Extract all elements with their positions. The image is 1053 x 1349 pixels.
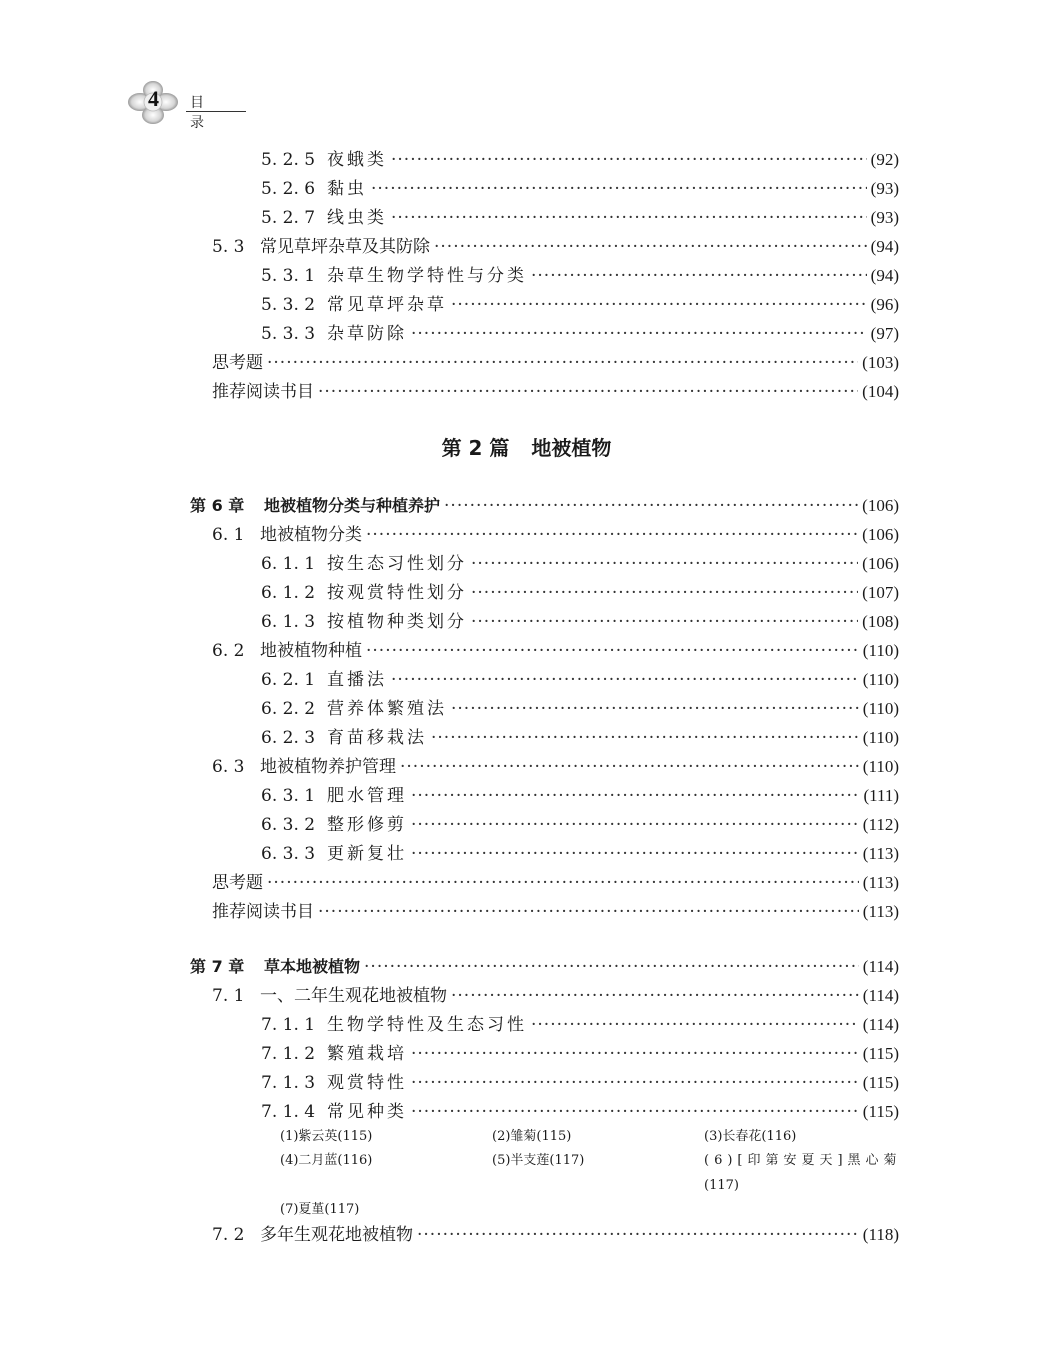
toc-entry xyxy=(261,840,899,868)
toc-entry-title: 一、二年生观花地被植物 xyxy=(260,986,447,1006)
toc-entry-number: 7. 2 xyxy=(212,1225,245,1245)
toc-entry-title: 常见草坪杂草及其防除 xyxy=(260,237,430,257)
dot-leader xyxy=(531,1011,859,1039)
toc-entry-number: 5. 2. 7 xyxy=(261,208,316,228)
toc-entry xyxy=(212,753,899,781)
toc-entry xyxy=(261,1098,899,1126)
toc-entry xyxy=(212,1221,899,1249)
dot-leader xyxy=(371,175,867,203)
part-heading xyxy=(0,432,1053,461)
toc-entry xyxy=(261,175,899,203)
species-item: (1)紫云英(115) xyxy=(280,1129,373,1144)
dot-leader xyxy=(531,262,867,290)
dot-leader xyxy=(434,233,867,261)
dot-leader xyxy=(318,378,858,406)
toc-entry xyxy=(212,637,899,665)
dot-leader xyxy=(451,695,859,723)
toc-entry-page: (113) xyxy=(862,844,899,863)
toc-entry-title: 营养体繁殖法 xyxy=(327,699,447,719)
toc-entry-title: 观赏特性 xyxy=(327,1073,407,1093)
toc-entry xyxy=(212,898,899,926)
toc-entry xyxy=(261,1069,899,1097)
toc-entry-number: 5. 3 xyxy=(212,237,245,257)
toc-entry-number: 7. 1. 4 xyxy=(261,1102,316,1122)
toc-entry-number: 7. 1. 1 xyxy=(261,1015,316,1035)
toc-entry-title: 地被植物养护管理 xyxy=(260,757,396,777)
toc-entry xyxy=(212,233,899,261)
toc-entry-title: 线虫类 xyxy=(327,208,387,228)
dot-leader xyxy=(451,291,867,319)
toc-entry-number: 6. 1 xyxy=(212,525,245,545)
toc-entry xyxy=(261,262,899,290)
toc-entry-title: 更新复壮 xyxy=(327,844,407,864)
toc-entry-page: (97) xyxy=(870,324,899,343)
toc-entry-title: 黏虫 xyxy=(327,179,367,199)
dot-leader xyxy=(391,146,867,174)
toc-entry-page: (92) xyxy=(870,150,899,169)
toc-entry-title: 草本地被植物 xyxy=(264,957,361,976)
species-item: (7)夏堇(117) xyxy=(280,1202,360,1217)
toc-entry-number: 6. 2 xyxy=(212,641,245,661)
toc-entry xyxy=(212,378,899,406)
toc-entry-page: (115) xyxy=(862,1102,899,1121)
dot-leader xyxy=(411,782,859,810)
toc-entry-number: 6. 3. 3 xyxy=(261,844,316,864)
toc-entry-number: 5. 2. 5 xyxy=(261,150,316,170)
toc-entry xyxy=(261,320,899,348)
dot-leader xyxy=(411,840,859,868)
toc-entry-number: 6. 3. 2 xyxy=(261,815,316,835)
toc-entry xyxy=(261,1040,899,1068)
toc-entry-title: 按生态习性划分 xyxy=(327,554,467,574)
toc-entry-number: 7. 1. 3 xyxy=(261,1073,316,1093)
toc-entry-number: 第 7 章 xyxy=(190,957,245,976)
toc-entry-number: 6. 2. 3 xyxy=(261,728,316,748)
toc-entry-page: (118) xyxy=(862,1225,899,1244)
dot-leader xyxy=(471,579,858,607)
toc-entry-title: 杂草防除 xyxy=(327,324,407,344)
toc-entry-title: 杂草生物学特性与分类 xyxy=(327,266,527,286)
toc-entry-page: (107) xyxy=(862,583,899,602)
toc-entry-page: (110) xyxy=(862,699,899,718)
toc-entry-number: 7. 1. 2 xyxy=(261,1044,316,1064)
toc-entry-page: (108) xyxy=(862,612,899,631)
toc-entry xyxy=(261,608,899,636)
page-number: 4 xyxy=(148,86,159,111)
dot-leader xyxy=(471,608,858,636)
toc-entry-number: 6. 1. 3 xyxy=(261,612,316,632)
toc-entry xyxy=(261,666,899,694)
toc-entry-title: 生物学特性及生态习性 xyxy=(327,1015,527,1035)
toc-entry-page: (112) xyxy=(862,815,899,834)
species-item-page: (117) xyxy=(704,1178,739,1193)
toc-entry-page: (113) xyxy=(862,873,899,892)
toc-entry-number: 6. 1. 1 xyxy=(261,554,316,574)
toc-entry-page: (115) xyxy=(862,1044,899,1063)
dot-leader xyxy=(411,1098,859,1126)
dot-leader xyxy=(364,953,859,981)
toc-entry xyxy=(190,492,899,520)
toc-entry-title: 常见种类 xyxy=(327,1102,407,1122)
toc-entry-title: 按观赏特性划分 xyxy=(327,583,467,603)
toc-entry-page: (114) xyxy=(862,957,899,976)
toc-entry-number: 7. 1 xyxy=(212,986,245,1006)
toc-entry-title: 思考题 xyxy=(212,873,263,893)
toc-entry-title: 夜蛾类 xyxy=(327,150,387,170)
toc-entry-page: (114) xyxy=(862,986,899,1005)
toc-entry xyxy=(212,349,899,377)
toc-entry-page: (106) xyxy=(862,554,899,573)
toc-entry-page: (110) xyxy=(862,728,899,747)
toc-entry xyxy=(261,811,899,839)
toc-entry-number: 6. 2. 2 xyxy=(261,699,316,719)
species-item: (6)[印第安夏天]黑心菊 xyxy=(704,1153,902,1168)
toc-entry xyxy=(261,782,899,810)
toc-entry-page: (111) xyxy=(863,786,899,805)
toc-entry-title: 直播法 xyxy=(327,670,387,690)
toc-entry xyxy=(190,953,899,981)
dot-leader xyxy=(391,204,867,232)
toc-entry-number: 第 6 章 xyxy=(190,496,245,515)
toc-entry-number: 5. 3. 2 xyxy=(261,295,316,315)
toc-entry xyxy=(261,146,899,174)
dot-leader xyxy=(400,753,859,781)
dot-leader xyxy=(444,492,858,520)
toc-entry-title: 地被植物种植 xyxy=(260,641,362,661)
toc-entry-title: 多年生观花地被植物 xyxy=(260,1225,413,1245)
toc-entry-number: 6. 2. 1 xyxy=(261,670,316,690)
dot-leader xyxy=(391,666,859,694)
toc-entry xyxy=(261,204,899,232)
dot-leader xyxy=(366,521,858,549)
dot-leader xyxy=(411,1040,859,1068)
toc-entry-page: (93) xyxy=(870,179,899,198)
dot-leader xyxy=(318,898,859,926)
toc-entry-page: (106) xyxy=(862,496,899,515)
dot-leader xyxy=(366,637,859,665)
toc-entry-title: 肥水管理 xyxy=(327,786,407,806)
part-title: 地被植物 xyxy=(531,436,612,460)
dot-leader xyxy=(267,349,858,377)
dot-leader xyxy=(411,811,859,839)
toc-entry-title: 按植物种类划分 xyxy=(327,612,467,632)
toc-entry xyxy=(261,695,899,723)
toc-entry-page: (110) xyxy=(862,641,899,660)
toc-entry-page: (94) xyxy=(870,237,899,256)
toc-entry xyxy=(261,724,899,752)
toc-entry-title: 思考题 xyxy=(212,353,263,373)
toc-entry-page: (115) xyxy=(862,1073,899,1092)
toc-entry xyxy=(212,982,899,1010)
toc-entry-page: (106) xyxy=(862,525,899,544)
toc-entry-number: 5. 3. 1 xyxy=(261,266,316,286)
toc-entry xyxy=(261,579,899,607)
toc-entry-title: 育苗移栽法 xyxy=(327,728,427,748)
toc-entry xyxy=(212,869,899,897)
toc-entry-title: 繁殖栽培 xyxy=(327,1044,407,1064)
toc-entry-title: 地被植物分类 xyxy=(260,525,362,545)
species-item: (3)长春花(116) xyxy=(704,1129,797,1144)
dot-leader xyxy=(411,1069,859,1097)
dot-leader xyxy=(451,982,859,1010)
running-head: 目 录 xyxy=(190,95,220,131)
species-item: (4)二月蓝(116) xyxy=(280,1153,373,1168)
toc-entry-page: (94) xyxy=(870,266,899,285)
toc-entry-page: (104) xyxy=(862,382,899,401)
toc-entry-number: 6. 3 xyxy=(212,757,245,777)
toc-entry-page: (110) xyxy=(862,757,899,776)
species-item: (5)半支莲(117) xyxy=(492,1153,585,1168)
dot-leader xyxy=(471,550,858,578)
toc-entry-number: 6. 1. 2 xyxy=(261,583,316,603)
toc-entry-page: (110) xyxy=(862,670,899,689)
toc-entry xyxy=(261,1011,899,1039)
dot-leader xyxy=(431,724,859,752)
toc-entry xyxy=(212,521,899,549)
toc-entry-title: 常见草坪杂草 xyxy=(327,295,447,315)
part-number: 第 2 篇 xyxy=(441,436,510,460)
toc-entry-number: 6. 3. 1 xyxy=(261,786,316,806)
dot-leader xyxy=(267,869,859,897)
toc-entry-page: (103) xyxy=(862,353,899,372)
toc-entry xyxy=(261,550,899,578)
dot-leader xyxy=(411,320,867,348)
toc-entry-page: (113) xyxy=(862,902,899,921)
toc-entry-number: 5. 2. 6 xyxy=(261,179,316,199)
toc-entry-title: 推荐阅读书目 xyxy=(212,382,314,402)
toc-entry-number: 5. 3. 3 xyxy=(261,324,316,344)
toc-entry-page: (96) xyxy=(870,295,899,314)
toc-entry-page: (93) xyxy=(870,208,899,227)
dot-leader xyxy=(417,1221,859,1249)
species-item: (2)雏菊(115) xyxy=(492,1129,572,1144)
toc-entry-page: (114) xyxy=(862,1015,899,1034)
toc-entry-title: 整形修剪 xyxy=(327,815,407,835)
toc-entry xyxy=(261,291,899,319)
toc-entry-title: 推荐阅读书目 xyxy=(212,902,314,922)
toc-entry-title: 地被植物分类与种植养护 xyxy=(264,496,441,515)
